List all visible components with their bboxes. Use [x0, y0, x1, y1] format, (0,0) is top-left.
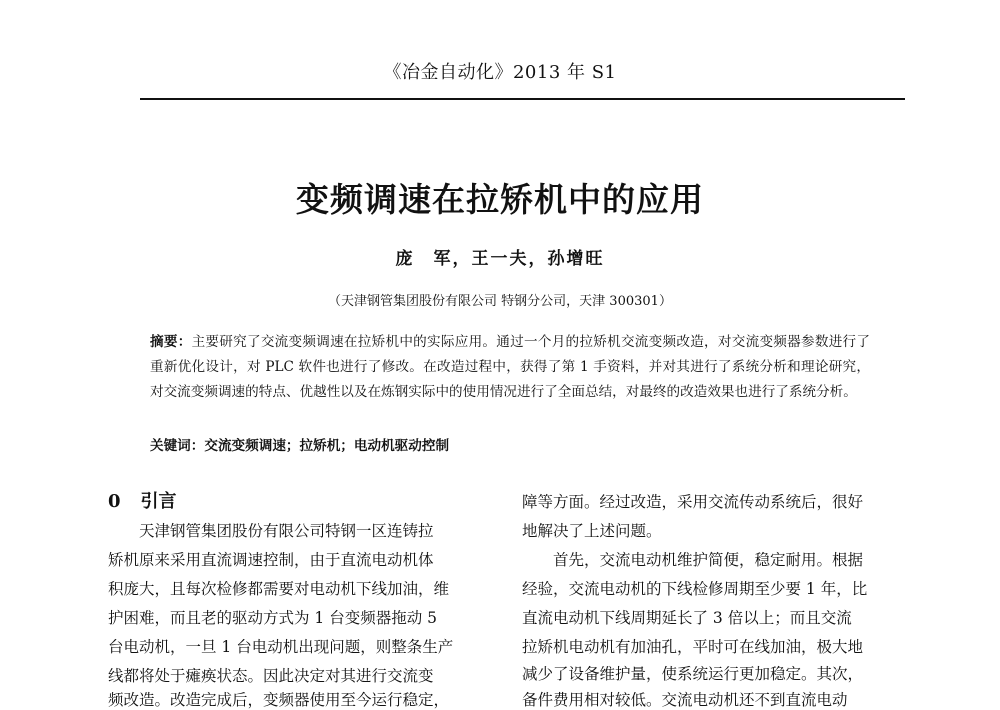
article-affiliation: （天津钢管集团股份有限公司 特钢分公司，天津 300301） [328, 294, 672, 309]
body-line: 经验，交流电动机的下线检修周期至少要 1 年，比 [522, 580, 868, 598]
body-line: 台电动机，一旦 1 台电动机出现问题，则整条生产 [108, 638, 454, 656]
body-line: 积庞大，且每次检修都需要对电动机下线加油，维 [108, 580, 450, 598]
body-line: 直流电动机下线周期延长了 3 倍以上；而且交流 [522, 609, 852, 627]
keywords-text: 交流变频调速；拉矫机；电动机驱动控制 [204, 438, 450, 454]
body-line: 首先，交流电动机维护简便，稳定耐用。根据 [522, 551, 864, 569]
body-line: 减少了设备维护量，使系统运行更加稳定。其次， [522, 665, 864, 683]
abstract-text: 主要研究了交流变频调速在拉矫机中的实际应用。通过一个月的拉矫机交流变频改造，对交流变频器参数进行了重新优化设计，对 PLC 软件也进行了修改。在改造过程中，获得了第 1 手资料，并对其进行了系统分析和理论研究，对交流变频调速的特点、优越性以及在炼钢实际中的使用情况进行了全面总结，对最终的改造效果也进行了系统分析。 [150, 334, 871, 400]
article-title: 变频调速在拉矫机中的应用 [296, 180, 704, 219]
section-title: 引言 [140, 491, 177, 512]
body-line: 天津钢管集团股份有限公司特钢一区连铸拉 [108, 522, 434, 540]
keywords-label: 关键词： [150, 438, 205, 454]
body-column-left [108, 0, 490, 709]
abstract-label: 摘要： [150, 334, 192, 350]
section-number: 0 [108, 491, 121, 512]
body-line: 拉矫机电动机有加油孔，平时可在线加油，极大地 [522, 638, 864, 656]
journal-header: 《冶金自动化》2013 年 S1 [383, 62, 617, 83]
body-line: 线都将处于瘫痪状态。因此决定对其进行交流变 [108, 667, 434, 685]
body-line: 障等方面。经过改造，采用交流传动系统后，很好 [522, 493, 864, 511]
article-authors: 庞 军，王一夫，孙增旺 [395, 249, 605, 269]
body-line: 频改造。改造完成后，变频器使用至今运行稳定， [108, 691, 450, 709]
body-line: 地解决了上述问题。 [522, 522, 662, 540]
body-line: 护困难，而且老的驱动方式为 1 台变频器拖动 5 [108, 609, 438, 627]
body-column-right [522, 0, 904, 709]
body-line: 备件费用相对较低。交流电动机还不到直流电动 [522, 691, 848, 709]
body-line: 矫机原来采用直流调速控制，由于直流电动机体 [108, 551, 434, 569]
